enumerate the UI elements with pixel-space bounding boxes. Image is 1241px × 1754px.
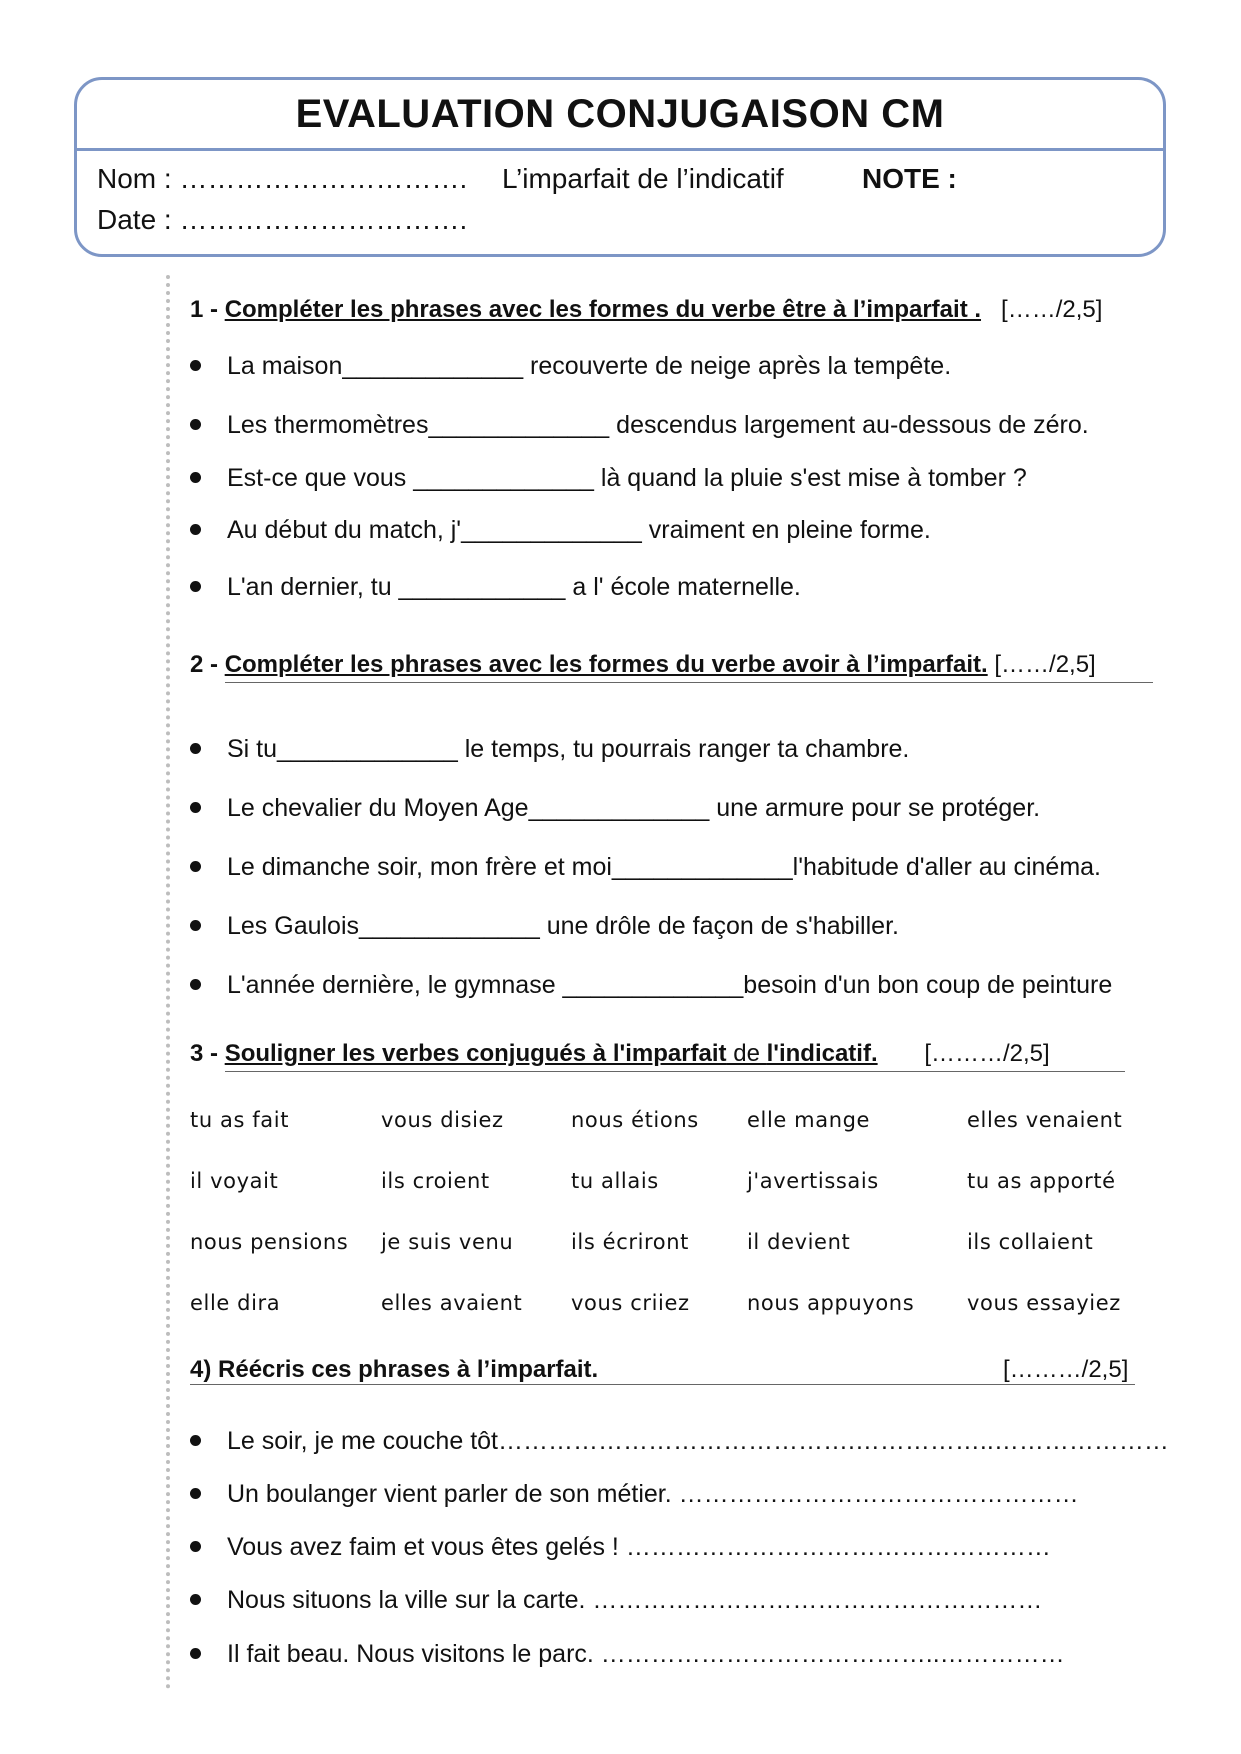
q2-instruction: Compléter les phrases avec les formes du verbe avoir à l’imparfait. <box>224 651 988 678</box>
verb-option[interactable]: j'avertissais <box>747 1169 879 1193</box>
q3-title <box>190 1040 1050 1068</box>
verb-option[interactable]: vous criiez <box>571 1291 690 1315</box>
verb-option[interactable]: tu as fait <box>190 1108 290 1132</box>
verb-option[interactable]: elle mange <box>747 1108 871 1132</box>
bullet-icon <box>190 1594 201 1605</box>
verb-option[interactable]: ils collaient <box>967 1230 1094 1254</box>
verb-option[interactable]: vous disiez <box>381 1108 504 1132</box>
q1-item: Est-ce que vous _____________ là quand la pluie s'est mise à tomber ? <box>190 464 1027 493</box>
q2-item: Le dimanche soir, mon frère et moi_____________l'habitude d'aller au cinéma. <box>190 853 1101 882</box>
q1-number: 1 - <box>190 296 225 323</box>
date-field: Date : …………………………. <box>97 204 468 235</box>
q4-score: [………/2,5] <box>1003 1356 1129 1383</box>
q2-item: Les Gaulois_____________ une drôle de façon de s'habiller. <box>190 912 899 941</box>
q1-instruction: Compléter les phrases avec les formes du verbe être à l’imparfait . <box>224 296 982 323</box>
verb-option[interactable]: elles venaient <box>967 1108 1123 1132</box>
subtitle: L’imparfait de l’indicatif <box>502 163 784 194</box>
q1-item: Au début du match, j'_____________ vraiment en pleine forme. <box>190 516 931 545</box>
verb-option[interactable]: nous appuyons <box>747 1291 915 1315</box>
bullet-icon <box>190 1435 201 1446</box>
q2-item: Si tu_____________ le temps, tu pourrais ranger ta chambre. <box>190 735 909 764</box>
bullet-icon <box>190 920 201 931</box>
q1-title <box>190 296 1102 324</box>
q4-title <box>190 1356 598 1384</box>
q1-score: [……/2,5] <box>1001 296 1103 323</box>
q2-item: L'année dernière, le gymnase _____________besoin d'un bon coup de peinture <box>190 971 1112 1000</box>
header-divider <box>77 148 1163 151</box>
bullet-icon <box>190 1488 201 1499</box>
bullet-icon <box>190 861 201 872</box>
bullet-icon <box>190 743 201 754</box>
verb-option[interactable]: ils croient <box>381 1169 490 1193</box>
q2-number: 2 - <box>190 651 225 678</box>
q3-instruction-end: l'indicatif. <box>766 1040 878 1067</box>
q2-item: Le chevalier du Moyen Age_____________ une armure pour se protéger. <box>190 794 1040 823</box>
verb-option[interactable]: il devient <box>747 1230 851 1254</box>
margin-dotted-line <box>166 275 170 1690</box>
q1-item: Les thermomètres_____________ descendus largement au-dessous de zéro. <box>190 411 1089 440</box>
verb-option[interactable]: nous pensions <box>190 1230 349 1254</box>
verb-option[interactable]: elle dira <box>190 1291 281 1315</box>
bullet-icon <box>190 472 201 483</box>
bullet-icon <box>190 524 201 535</box>
bullet-icon <box>190 1648 201 1659</box>
bullet-icon <box>190 1541 201 1552</box>
verb-option[interactable]: il voyait <box>190 1169 279 1193</box>
verb-option[interactable]: vous essayiez <box>967 1291 1121 1315</box>
verb-option[interactable]: tu allais <box>571 1169 659 1193</box>
q3-score: [………/2,5] <box>924 1040 1050 1067</box>
q4-item: Il fait beau. Nous visitons le parc. …………………………………..…………… <box>190 1640 1065 1669</box>
q4-item: Vous avez faim et vous êtes gelés ! …………………………………………… <box>190 1533 1051 1562</box>
bullet-icon <box>190 419 201 430</box>
bullet-icon <box>190 360 201 371</box>
q3-instruction: Souligner les verbes conjugués à l'imparfait <box>224 1040 727 1067</box>
q2-title <box>190 651 1096 679</box>
q1-item: La maison_____________ recouverte de neige après la tempête. <box>190 352 951 381</box>
page-title: EVALUATION CONJUGAISON CM <box>295 92 945 136</box>
q1-item: L'an dernier, tu ____________ a l' école maternelle. <box>190 573 801 602</box>
q4-item: Nous situons la ville sur la carte. ……………………………………………… <box>190 1586 1042 1615</box>
name-field: Nom : …………………………. <box>97 163 468 194</box>
header-box <box>74 77 1166 257</box>
q4-item: Un boulanger vient parler de son métier. ………………………………………… <box>190 1480 1079 1509</box>
q2-underline <box>225 682 1153 683</box>
bullet-icon <box>190 979 201 990</box>
q4-instruction: 4) Réécris ces phrases à l’imparfait. <box>190 1356 599 1383</box>
bullet-icon <box>190 802 201 813</box>
q3-number: 3 - <box>190 1040 225 1067</box>
q3-underline <box>225 1071 1125 1072</box>
bullet-icon <box>190 581 201 592</box>
q4-score-wrap <box>1003 1356 1128 1384</box>
verb-option[interactable]: ils écriront <box>571 1230 689 1254</box>
note-label: NOTE : <box>862 163 957 194</box>
verb-option[interactable]: tu as apporté <box>967 1169 1116 1193</box>
verb-option[interactable]: nous étions <box>571 1108 699 1132</box>
q4-underline <box>190 1384 1135 1385</box>
verb-option[interactable]: elles avaient <box>381 1291 523 1315</box>
q4-item: Le soir, je me couche tôt…………………………………….……………..………………… <box>190 1427 1169 1456</box>
verb-option[interactable]: je suis venu <box>381 1230 514 1254</box>
q2-score: [……/2,5] <box>987 651 1096 678</box>
q3-instruction-connector: de <box>726 1040 767 1067</box>
